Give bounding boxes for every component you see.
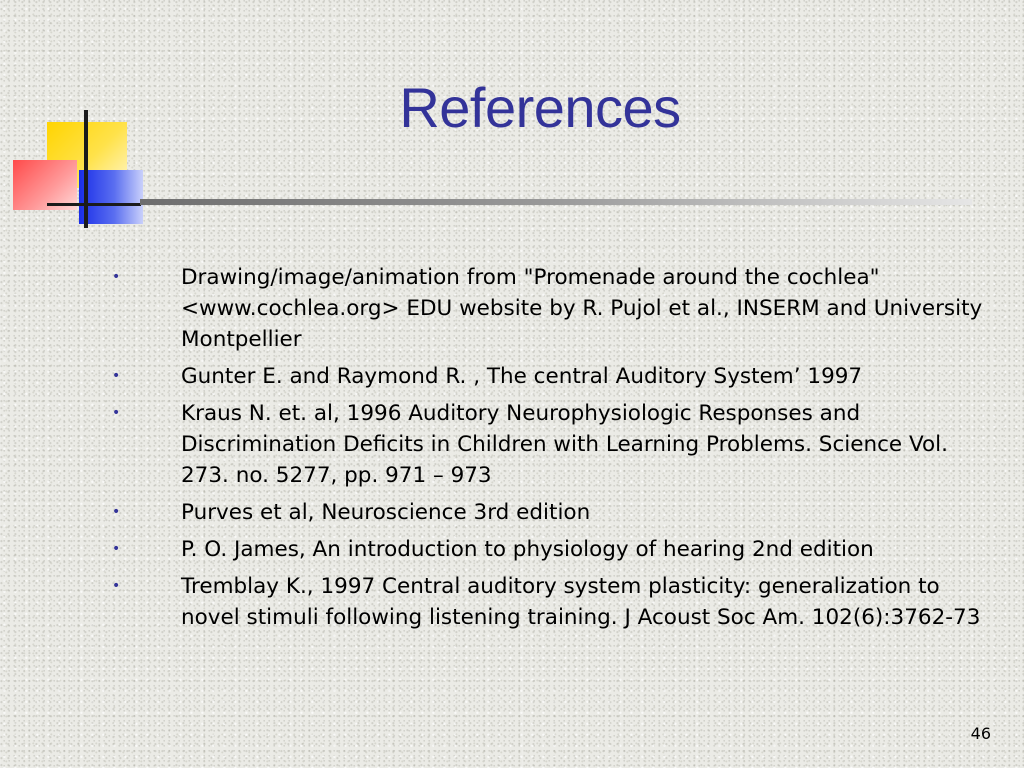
reference-item [110, 497, 990, 528]
bullet-icon: • [112, 405, 121, 421]
reference-item [110, 571, 990, 633]
decorative-horizontal-line [47, 203, 141, 206]
reference-text: P. O. James, An introduction to physiology of hearing 2nd edition [181, 537, 874, 562]
bullet-icon: • [112, 541, 121, 557]
reference-text: Purves et al, Neuroscience 3rd edition [181, 500, 591, 525]
bullet-icon: • [112, 578, 121, 594]
reference-item [110, 262, 990, 355]
reference-item [110, 534, 990, 565]
bullet-icon: • [112, 504, 121, 520]
references-list [110, 262, 990, 639]
bullet-icon: • [112, 368, 121, 384]
slide-title: References [399, 76, 681, 139]
reference-text: Gunter E. and Raymond R. , The central Auditory System’ 1997 [181, 364, 863, 389]
decorative-vertical-line [84, 110, 88, 228]
title-underline-rule [140, 199, 972, 205]
page-number: 46 [970, 724, 991, 743]
reference-text: Tremblay K., 1997 Central auditory system plasticity: generalization to novel stimuli following listening training. J Acoust Soc Am. 102(6):3762-73 [181, 574, 981, 630]
reference-item [110, 398, 990, 491]
reference-item [110, 361, 990, 392]
reference-text: Drawing/image/animation from "Promenade around the cochlea" <www.cochlea.org> EDU website by R. Pujol et al., INSERM and University Montpellier [181, 265, 983, 352]
bullet-icon: • [112, 269, 121, 285]
reference-text: Kraus N. et. al, 1996 Auditory Neurophysiologic Responses and Discrimination Deficits in Children with Learning Problems. Science Vol. 273. no. 5277, pp. 971 – 973 [181, 401, 948, 488]
decorative-blue-square [79, 170, 143, 224]
